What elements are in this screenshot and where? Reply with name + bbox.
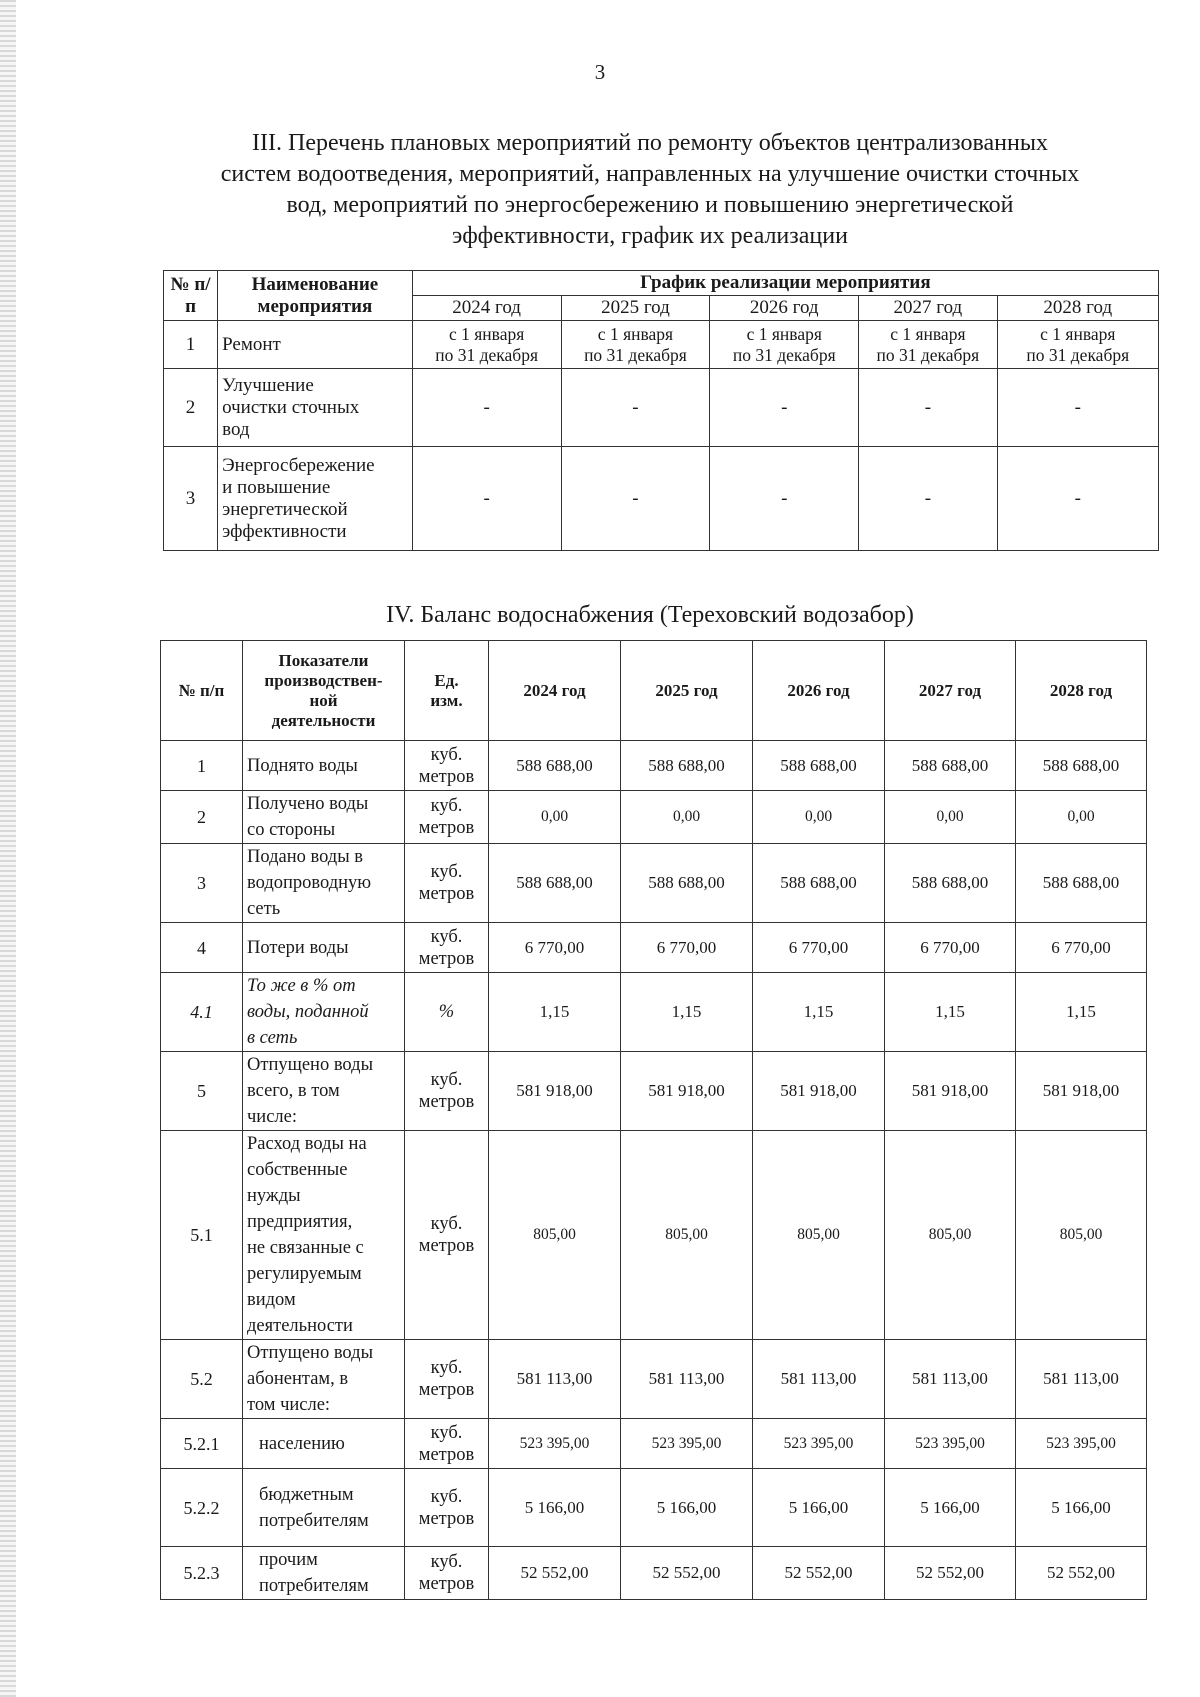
header-indicator-line: производствен-	[264, 670, 383, 690]
indicator-name-line: собственные	[247, 1160, 348, 1180]
value-cell: 581 113,00	[885, 1340, 1016, 1419]
row-num: 5	[161, 1052, 243, 1131]
header-num: № п/п	[164, 271, 218, 321]
row-num: 5.2.1	[161, 1419, 243, 1469]
value-cell: 588 688,00	[1016, 844, 1147, 923]
header-indicator-line: ной	[309, 690, 338, 710]
table-row	[161, 791, 1147, 844]
value-cell: 588 688,00	[885, 844, 1016, 923]
schedule-cell: -	[859, 369, 997, 447]
schedule-cell: -	[561, 447, 710, 551]
value-cell: 0,00	[621, 791, 753, 844]
row-num: 5.2.2	[161, 1469, 243, 1547]
header-year: 2026 год	[753, 641, 885, 741]
value-cell: 523 395,00	[489, 1419, 621, 1469]
value-cell: 5 166,00	[1016, 1469, 1147, 1547]
schedule-cell: -	[997, 369, 1158, 447]
header-year: 2024 год	[489, 641, 621, 741]
value-cell: 581 918,00	[489, 1052, 621, 1131]
row-num: 5.2.3	[161, 1547, 243, 1600]
schedule-cell: -	[412, 447, 561, 551]
unit-cell	[405, 1419, 489, 1469]
value-cell: 523 395,00	[885, 1419, 1016, 1469]
indicator-name	[243, 1131, 405, 1340]
indicator-name-line: сеть	[247, 899, 281, 919]
value-cell: 581 918,00	[1016, 1052, 1147, 1131]
schedule-cell: -	[859, 447, 997, 551]
value-cell: 52 552,00	[489, 1547, 621, 1600]
unit-line: метров	[418, 766, 475, 787]
unit-cell	[405, 741, 489, 791]
row-num: 1	[161, 741, 243, 791]
measure-name-line: Улучшение	[222, 374, 314, 396]
unit-line: метров	[418, 1574, 475, 1594]
value-cell: 0,00	[1016, 791, 1147, 844]
unit-line: куб.	[430, 1552, 463, 1572]
unit-cell	[405, 1131, 489, 1340]
value-cell: 6 770,00	[753, 923, 885, 973]
table-row	[161, 844, 1147, 923]
period-start: с 1 января	[746, 323, 822, 344]
unit-cell	[405, 923, 489, 973]
unit-cell	[405, 791, 489, 844]
schedule-cell: -	[412, 369, 561, 447]
value-cell: 588 688,00	[753, 844, 885, 923]
unit-line: %	[438, 1002, 455, 1022]
row-num: 4	[161, 923, 243, 973]
indicator-name-line: регулируемым	[247, 1264, 362, 1284]
value-cell: 588 688,00	[489, 844, 621, 923]
indicator-name-line: видом	[247, 1290, 296, 1310]
value-cell: 6 770,00	[489, 923, 621, 973]
table-row	[164, 321, 1159, 369]
indicator-name-line: населению	[259, 1433, 345, 1454]
table-row	[161, 973, 1147, 1052]
value-cell: 581 113,00	[621, 1340, 753, 1419]
indicator-name-line: деятельности	[247, 1316, 353, 1336]
table-row	[161, 1419, 1147, 1469]
indicator-name-line: Поднято воды	[247, 755, 358, 776]
section-3-title-line: эффективности, график их реализации	[452, 223, 848, 249]
value-cell: 1,15	[885, 973, 1016, 1052]
value-cell: 581 918,00	[753, 1052, 885, 1131]
indicator-name-line: нужды	[247, 1186, 301, 1206]
header-year: 2027 год	[859, 296, 997, 321]
value-cell: 523 395,00	[1016, 1419, 1147, 1469]
header-unit-line: изм.	[430, 690, 463, 710]
unit-line: метров	[418, 1444, 475, 1465]
table-row	[161, 1340, 1147, 1419]
schedule-cell	[561, 321, 710, 369]
table-row	[161, 1052, 1147, 1131]
unit-line: куб.	[430, 1070, 463, 1090]
value-cell: 5 166,00	[621, 1469, 753, 1547]
unit-line: куб.	[430, 1486, 463, 1507]
value-cell: 5 166,00	[885, 1469, 1016, 1547]
measure-name	[218, 447, 413, 551]
value-cell: 805,00	[621, 1131, 753, 1340]
unit-line: метров	[418, 948, 475, 969]
measure-name-line: эффективности	[222, 520, 347, 542]
value-cell: 1,15	[489, 973, 621, 1052]
indicator-name	[243, 923, 405, 973]
period-start: с 1 января	[1040, 323, 1116, 344]
unit-cell	[405, 1547, 489, 1600]
indicator-name-line: том числе:	[247, 1395, 331, 1415]
value-cell: 805,00	[1016, 1131, 1147, 1340]
table-row	[161, 923, 1147, 973]
value-cell: 1,15	[1016, 973, 1147, 1052]
value-cell: 5 166,00	[753, 1469, 885, 1547]
measure-name-line: и повышение	[222, 476, 331, 498]
unit-line: куб.	[430, 1422, 463, 1443]
section-3-title-line: вод, мероприятий по энергосбережению и повышению энергетической	[286, 192, 1014, 218]
indicator-name	[243, 1340, 405, 1419]
unit-line: метров	[418, 1380, 475, 1400]
value-cell: 52 552,00	[621, 1547, 753, 1600]
indicator-name	[243, 1052, 405, 1131]
header-indicator-line: деятельности	[271, 710, 376, 730]
indicator-name-line: Расход воды на	[247, 1134, 367, 1154]
value-cell: 805,00	[753, 1131, 885, 1340]
value-cell: 581 918,00	[621, 1052, 753, 1131]
unit-line: куб.	[430, 1358, 463, 1378]
period-end: по 31 декабря	[876, 344, 980, 365]
value-cell: 5 166,00	[489, 1469, 621, 1547]
schedule-cell	[412, 321, 561, 369]
value-cell: 581 113,00	[489, 1340, 621, 1419]
unit-cell	[405, 1052, 489, 1131]
row-num: 5.2	[161, 1340, 243, 1419]
header-year: 2025 год	[561, 296, 710, 321]
value-cell: 805,00	[489, 1131, 621, 1340]
header-year: 2027 год	[885, 641, 1016, 741]
unit-line: куб.	[430, 796, 463, 816]
measure-name-line: энергетической	[222, 498, 348, 520]
indicator-name-line: со стороны	[247, 820, 336, 840]
indicator-name	[243, 973, 405, 1052]
header-measure-name: Наименование мероприятия	[218, 271, 413, 321]
row-num: 5.1	[161, 1131, 243, 1340]
period-start: с 1 января	[597, 323, 674, 344]
value-cell: 581 918,00	[885, 1052, 1016, 1131]
header-schedule: График реализации мероприятия	[412, 271, 1158, 296]
value-cell: 52 552,00	[885, 1547, 1016, 1600]
page-number: 3	[594, 60, 606, 84]
unit-line: метров	[418, 1092, 475, 1112]
table-row	[161, 1547, 1147, 1600]
indicator-name-line: потребителям	[259, 1576, 369, 1596]
indicator-name-line: числе:	[247, 1107, 297, 1127]
value-cell: 6 770,00	[885, 923, 1016, 973]
period-start: с 1 января	[890, 323, 966, 344]
indicator-name-line: Получено воды	[247, 794, 369, 814]
value-cell: 6 770,00	[1016, 923, 1147, 973]
value-cell: 805,00	[885, 1131, 1016, 1340]
table-row	[164, 447, 1159, 551]
header-indicator	[243, 641, 405, 741]
unit-line: метров	[418, 1508, 475, 1529]
section-4-title: IV. Баланс водоснабжения (Тереховский водозабор)	[386, 602, 914, 628]
value-cell: 523 395,00	[621, 1419, 753, 1469]
section-3-title-line: III. Перечень плановых мероприятий по ремонту объектов централизованных	[252, 130, 1048, 156]
unit-cell	[405, 973, 489, 1052]
unit-line: куб.	[430, 1214, 463, 1234]
row-num: 1	[164, 321, 218, 369]
row-num: 4.1	[161, 973, 243, 1052]
value-cell: 0,00	[753, 791, 885, 844]
schedule-cell: -	[710, 447, 859, 551]
value-cell: 588 688,00	[885, 741, 1016, 791]
header-num: № п/п	[161, 641, 243, 741]
measures-schedule-table	[163, 270, 1159, 551]
water-balance-table	[160, 640, 1147, 1600]
value-cell: 588 688,00	[489, 741, 621, 791]
indicator-name-line: бюджетным	[259, 1484, 354, 1505]
indicator-name-line: абонентам, в	[247, 1369, 349, 1389]
unit-line: метров	[418, 1236, 475, 1256]
unit-line: метров	[418, 884, 475, 904]
unit-cell	[405, 844, 489, 923]
indicator-name	[243, 741, 405, 791]
header-unit	[405, 641, 489, 741]
header-year: 2028 год	[1016, 641, 1147, 741]
indicator-name-line: Потери воды	[247, 937, 349, 958]
schedule-cell	[997, 321, 1158, 369]
section-3-title	[150, 128, 1150, 252]
table-row	[161, 741, 1147, 791]
schedule-cell	[859, 321, 997, 369]
indicator-name	[243, 1547, 405, 1600]
header-year: 2024 год	[412, 296, 561, 321]
unit-line: метров	[418, 818, 475, 838]
indicator-name-line: Отпущено воды	[247, 1055, 373, 1075]
measure-name: Ремонт	[218, 321, 413, 369]
schedule-cell: -	[710, 369, 859, 447]
indicator-name	[243, 844, 405, 923]
header-unit-line: Ед.	[434, 670, 459, 690]
indicator-name-line: водопроводную	[247, 873, 372, 893]
unit-line: куб.	[430, 862, 463, 882]
indicator-name-line: То же в % от	[247, 976, 356, 996]
schedule-cell	[710, 321, 859, 369]
indicator-name-line: прочим	[259, 1550, 318, 1570]
value-cell: 52 552,00	[1016, 1547, 1147, 1600]
row-num: 2	[164, 369, 218, 447]
period-end: по 31 декабря	[1026, 344, 1130, 365]
indicator-name-line: Подано воды в	[247, 847, 364, 867]
unit-line: куб.	[430, 744, 463, 765]
value-cell: 588 688,00	[753, 741, 885, 791]
indicator-name-line: Отпущено воды	[247, 1343, 373, 1363]
value-cell: 52 552,00	[753, 1547, 885, 1600]
period-end: по 31 декабря	[435, 344, 538, 365]
unit-line: куб.	[430, 926, 463, 947]
measure-name	[218, 369, 413, 447]
value-cell: 588 688,00	[1016, 741, 1147, 791]
value-cell: 1,15	[753, 973, 885, 1052]
section-3-title-line: систем водоотведения, мероприятий, направленных на улучшение очистки сточных	[220, 161, 1080, 187]
header-year: 2028 год	[997, 296, 1158, 321]
indicator-name-line: всего, в том	[247, 1081, 340, 1101]
value-cell: 0,00	[885, 791, 1016, 844]
measure-name-line: Энергосбережение	[222, 454, 375, 476]
table-row	[164, 369, 1159, 447]
water-balance-body	[161, 741, 1147, 1600]
value-cell: 6 770,00	[621, 923, 753, 973]
indicator-name	[243, 1419, 405, 1469]
indicator-name-line: потребителям	[259, 1510, 369, 1531]
value-cell: 1,15	[621, 973, 753, 1052]
indicator-name-line: предприятия,	[247, 1212, 353, 1232]
row-num: 3	[164, 447, 218, 551]
value-cell: 581 113,00	[1016, 1340, 1147, 1419]
header-year: 2026 год	[710, 296, 859, 321]
scan-edge-decoration	[0, 0, 16, 1697]
value-cell: 523 395,00	[753, 1419, 885, 1469]
header-year: 2025 год	[621, 641, 753, 741]
unit-cell	[405, 1340, 489, 1419]
indicator-name-line: не связанные с	[247, 1238, 364, 1258]
measure-name-line: очистки сточных	[222, 396, 360, 418]
indicator-name	[243, 1469, 405, 1547]
table-row	[161, 1469, 1147, 1547]
row-num: 3	[161, 844, 243, 923]
indicator-name	[243, 791, 405, 844]
period-start: с 1 января	[448, 323, 525, 344]
row-num: 2	[161, 791, 243, 844]
indicator-name-line: воды, поданной	[247, 1002, 369, 1022]
value-cell: 588 688,00	[621, 844, 753, 923]
value-cell: 581 113,00	[753, 1340, 885, 1419]
period-end: по 31 декабря	[584, 344, 687, 365]
measure-name-line: вод	[222, 418, 250, 440]
unit-cell	[405, 1469, 489, 1547]
schedule-cell: -	[561, 369, 710, 447]
period-end: по 31 декабря	[732, 344, 836, 365]
table-row	[161, 1131, 1147, 1340]
schedule-cell: -	[997, 447, 1158, 551]
header-indicator-line: Показатели	[278, 650, 369, 670]
value-cell: 0,00	[489, 791, 621, 844]
value-cell: 588 688,00	[621, 741, 753, 791]
indicator-name-line: в сеть	[247, 1028, 298, 1048]
